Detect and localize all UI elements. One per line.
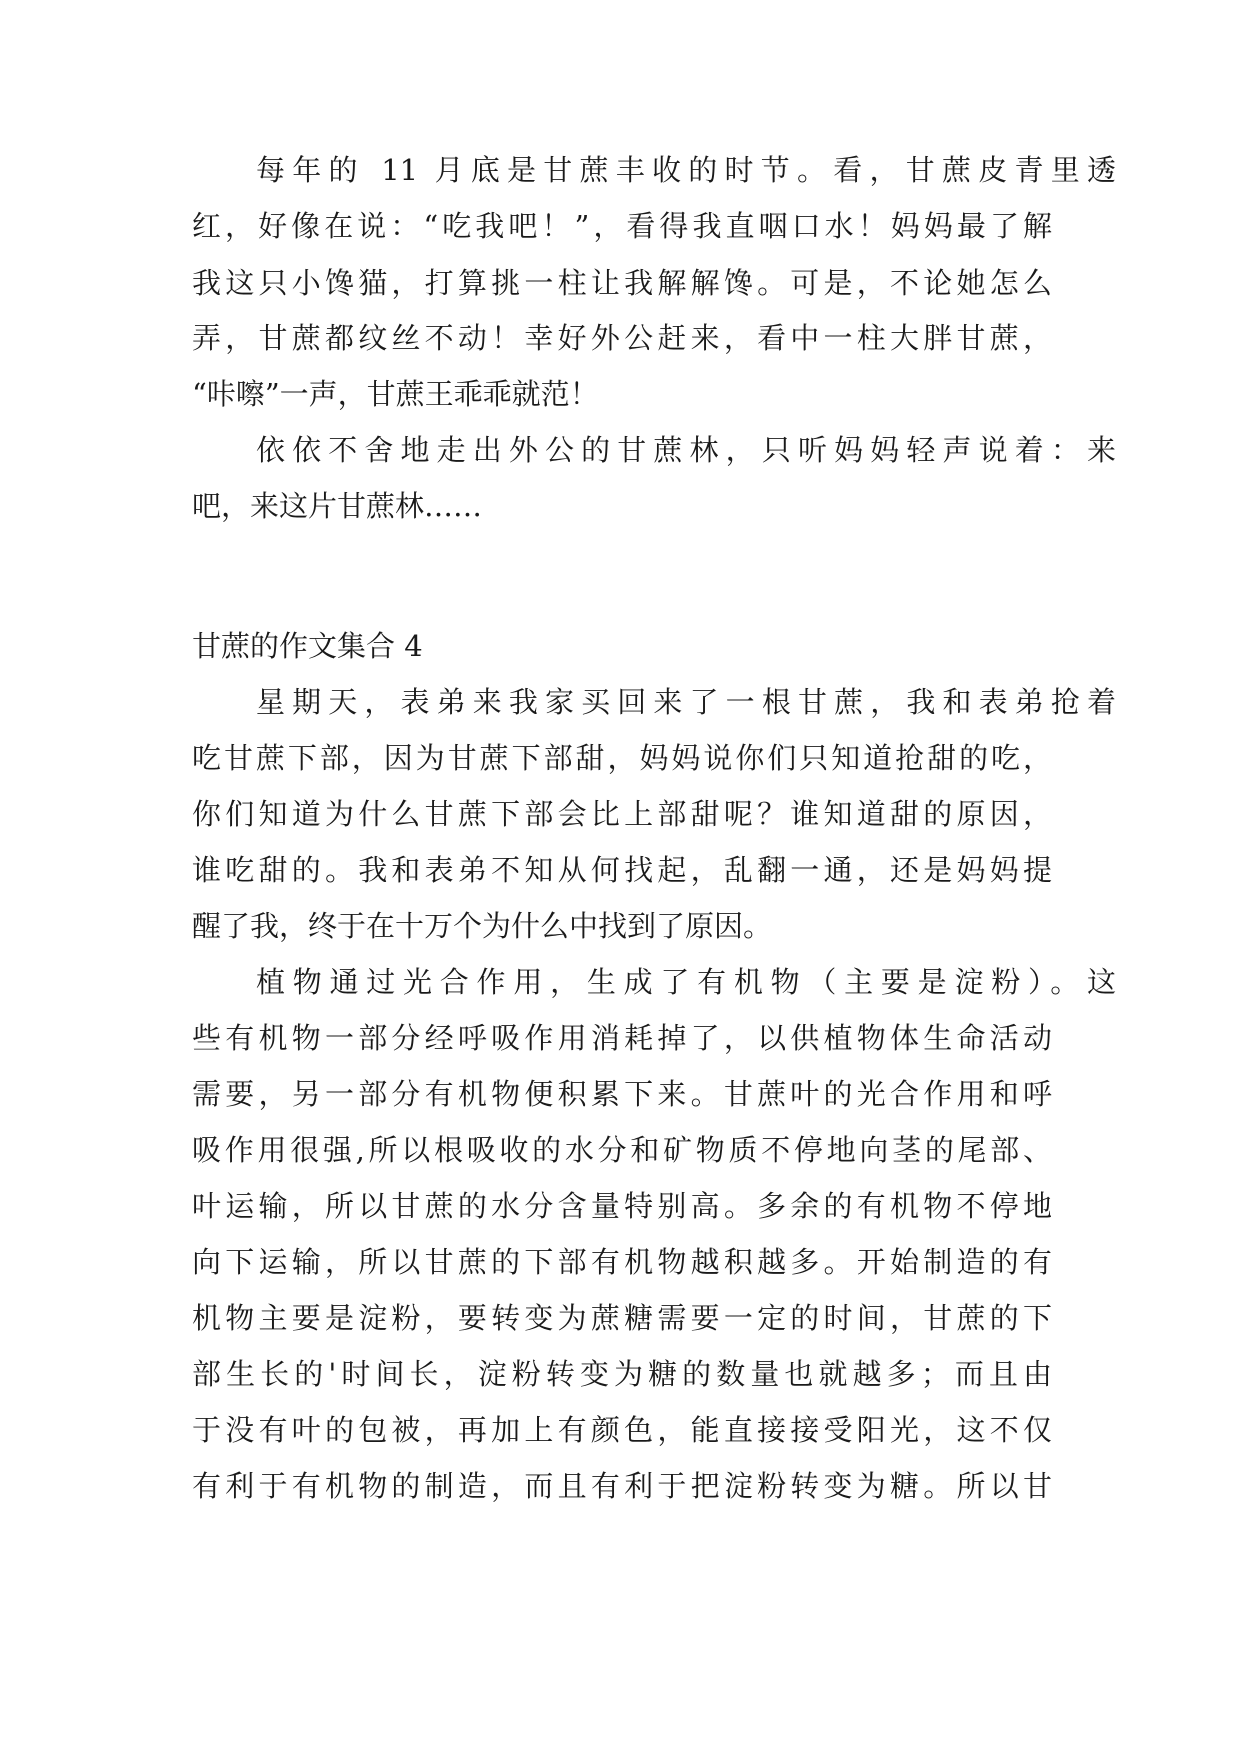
text-line: 每年的 11 月底是甘蔗丰收的时节。看，甘蔗皮青里透 [256, 153, 1116, 187]
text-line: 植物通过光合作用，生成了有机物（主要是淀粉）。这 [256, 965, 1116, 999]
text-line: 有利于有机物的制造，而且有利于把淀粉转变为糖。所以甘 [192, 1469, 1052, 1503]
text-line: 弄，甘蔗都纹丝不动！幸好外公赶来，看中一柱大胖甘蔗， [192, 321, 1052, 355]
text-line: 吸作用很强,所以根吸收的水分和矿物质不停地向茎的尾部、 [192, 1133, 1052, 1167]
text-line: 谁吃甜的。我和表弟不知从何找起，乱翻一通，还是妈妈提 [192, 853, 1052, 887]
text-line: 部生长的'时间长，淀粉转变为糖的数量也就越多；而且由 [192, 1357, 1052, 1391]
text-line: 红，好像在说：“吃我吧！”，看得我直咽口水！妈妈最了解 [192, 209, 1052, 243]
text-line: 醒了我，终于在十万个为什么中找到了原因。 [192, 909, 773, 943]
text-line: 于没有叶的包被，再加上有颜色，能直接接受阳光，这不仅 [192, 1413, 1052, 1447]
text-line: 我这只小馋猫，打算挑一柱让我解解馋。可是，不论她怎么 [192, 266, 1052, 300]
text-line: 吧，来这片甘蔗林…… [192, 489, 483, 523]
text-line: 机物主要是淀粉，要转变为蔗糖需要一定的时间，甘蔗的下 [192, 1301, 1052, 1335]
text-line: 叶运输，所以甘蔗的水分含量特别高。多余的有机物不停地 [192, 1189, 1052, 1223]
text-line: 你们知道为什么甘蔗下部会比上部甜呢？谁知道甜的原因， [192, 797, 1052, 831]
text-line: 吃甘蔗下部，因为甘蔗下部甜，妈妈说你们只知道抢甜的吃， [192, 741, 1052, 775]
text-line: 些有机物一部分经呼吸作用消耗掉了，以供植物体生命活动 [192, 1021, 1052, 1055]
section-heading: 甘蔗的作文集合 4 [192, 629, 423, 663]
text-line: 向下运输，所以甘蔗的下部有机物越积越多。开始制造的有 [192, 1245, 1052, 1279]
text-line: 依依不舍地走出外公的甘蔗林，只听妈妈轻声说着：来 [256, 433, 1116, 467]
text-line: “咔嚓”一声，甘蔗王乖乖就范！ [192, 377, 599, 411]
text-line: 需要，另一部分有机物便积累下来。甘蔗叶的光合作用和呼 [192, 1077, 1052, 1111]
text-line: 星期天，表弟来我家买回来了一根甘蔗，我和表弟抢着 [256, 685, 1116, 719]
